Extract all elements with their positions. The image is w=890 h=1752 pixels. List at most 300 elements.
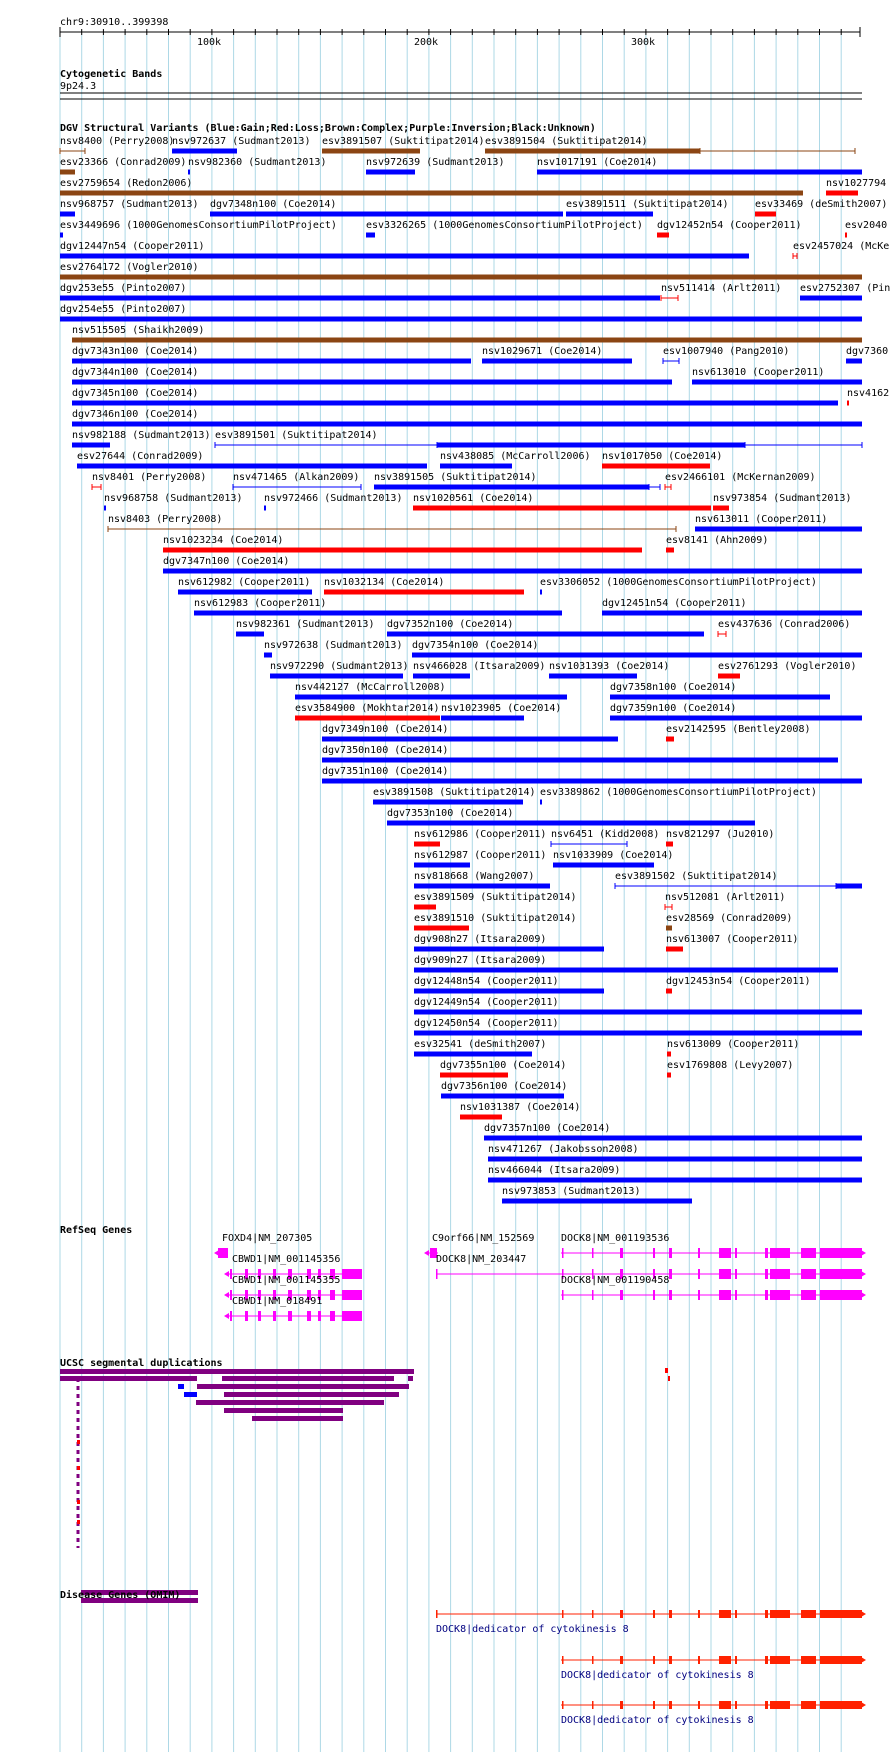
variant-bar — [72, 401, 838, 406]
disease-exon — [620, 1610, 623, 1618]
segdup-bar — [178, 1384, 184, 1389]
strand-arrow-icon — [224, 1313, 229, 1319]
strand-arrow-icon — [224, 1271, 229, 1277]
variant-label: dgv12447n54 (Cooper2011) — [60, 241, 205, 252]
disease-exon — [820, 1656, 862, 1664]
variant-label: esv2764172 (Vogler2010) — [60, 262, 199, 273]
segdup-bar — [224, 1392, 399, 1397]
gene-label: C9orf66|NM_152569 — [432, 1233, 535, 1244]
gene-exon — [669, 1248, 672, 1258]
gene-exon — [562, 1248, 564, 1258]
variant-label: nsv612983 (Cooper2011) — [194, 598, 327, 609]
variant-label: dgv7348n100 (Coe2014) — [210, 199, 337, 210]
disease-exon — [653, 1610, 655, 1618]
strand-arrow-icon — [861, 1271, 866, 1277]
gene-exon — [735, 1248, 737, 1258]
variant-label: dgv253e55 (Pinto2007) — [60, 283, 187, 294]
segdup-bar — [184, 1392, 197, 1397]
variant-bar — [413, 674, 470, 679]
variant-label: esv3306052 (1000GenomesConsortiumPilotProject) — [540, 577, 817, 588]
variant-bar — [77, 464, 427, 469]
disease-exon — [765, 1701, 768, 1709]
gene-exon — [653, 1290, 655, 1300]
variant-label: nsv511414 (Arlt2011) — [661, 283, 782, 294]
variant-bar — [322, 737, 618, 742]
gene-exon — [820, 1269, 862, 1279]
variant-bar — [440, 464, 512, 469]
variant-label: nsv972639 (Sudmant2013) — [366, 157, 505, 168]
segdup-bar — [668, 1376, 670, 1381]
segdup-bar — [60, 1376, 197, 1381]
variant-label: esv2457024 (McKe — [793, 241, 890, 252]
variant-bar — [264, 653, 272, 658]
gene-exon — [770, 1269, 790, 1279]
variant-bar — [566, 212, 653, 217]
variant-bar — [60, 170, 75, 175]
ruler-tick-label: 200k — [414, 37, 439, 48]
variant-bar — [322, 779, 862, 784]
variant-label: nsv818668 (Wang2007) — [414, 871, 535, 882]
variant-label: dgv7344n100 (Coe2014) — [72, 367, 199, 378]
variant-bar — [374, 485, 649, 490]
variant-label: dgv7356n100 (Coe2014) — [441, 1081, 568, 1092]
segdup-bar — [408, 1376, 413, 1381]
disease-exon — [669, 1610, 672, 1618]
gene-exon — [342, 1269, 362, 1279]
gene-exon — [669, 1269, 672, 1279]
variant-label: dgv7358n100 (Coe2014) — [610, 682, 737, 693]
variant-bar — [414, 905, 436, 910]
variant-bar — [60, 233, 63, 238]
variant-label: nsv972466 (Sudmant2013) — [264, 493, 403, 504]
gene-exon — [318, 1311, 321, 1321]
variant-bar — [540, 800, 542, 805]
variant-bar — [387, 632, 704, 637]
variant-label: esv3891507 (Suktitipat2014) — [322, 136, 485, 147]
variant-bar — [322, 149, 420, 154]
disease-exon — [735, 1701, 737, 1709]
variant-bar — [172, 149, 237, 154]
variant-label: nsv466044 (Itsara2009) — [488, 1165, 621, 1176]
strand-arrow-icon — [861, 1702, 866, 1708]
variant-label: esv1007940 (Pang2010) — [663, 346, 790, 357]
segdup-bar — [197, 1384, 409, 1389]
variant-bar — [666, 947, 683, 952]
disease-exon — [820, 1610, 862, 1618]
section-title-omim: Disease Genes (OMIM) — [60, 1590, 181, 1601]
variant-label: nsv612987 (Cooper2011) — [414, 850, 547, 861]
disease-exon — [765, 1656, 768, 1664]
variant-bar — [836, 884, 862, 889]
gene-exon — [330, 1290, 335, 1300]
variant-label: dgv7350n100 (Coe2014) — [322, 745, 449, 756]
variant-label: dgv7357n100 (Coe2014) — [484, 1123, 611, 1134]
variant-bar — [713, 506, 729, 511]
gene-exon — [288, 1311, 292, 1321]
variant-label: nsv973854 (Sudmant2013) — [713, 493, 852, 504]
variant-bar — [60, 317, 862, 322]
ruler-tick-label: 100k — [197, 37, 222, 48]
variant-bar — [413, 506, 711, 511]
variant-label: nsv471465 (Alkan2009) — [233, 472, 360, 483]
variant-bar — [414, 968, 838, 973]
variant-bar — [440, 1073, 508, 1078]
variant-label: nsv982361 (Sudmant2013) — [236, 619, 375, 630]
gene-label: DOCK8|NM_203447 — [436, 1254, 527, 1265]
variant-label: nsv613010 (Cooper2011) — [692, 367, 825, 378]
variant-bar — [295, 695, 567, 700]
variant-label: esv2040 — [845, 220, 888, 231]
variant-bar — [847, 401, 849, 406]
variant-bar — [414, 884, 550, 889]
variant-bar — [414, 842, 440, 847]
variant-bar — [610, 716, 862, 721]
variant-label: dgv12450n54 (Cooper2011) — [414, 1018, 559, 1029]
variant-bar — [846, 359, 862, 364]
variant-label: dgv909n27 (Itsara2009) — [414, 955, 547, 966]
variant-label: dgv7354n100 (Coe2014) — [412, 640, 539, 651]
gene-exon — [735, 1290, 737, 1300]
variant-label: nsv613007 (Cooper2011) — [666, 934, 799, 945]
dgv-track — [60, 136, 890, 1204]
variant-label: nsv1032134 (Coe2014) — [324, 577, 445, 588]
disease-exon — [698, 1610, 700, 1618]
variant-bar — [60, 254, 749, 259]
variant-bar — [800, 296, 862, 301]
gene-exon — [330, 1311, 335, 1321]
variant-bar — [72, 338, 862, 343]
disease-exon — [653, 1701, 655, 1709]
segdup-bar — [222, 1376, 394, 1381]
variant-bar — [666, 926, 672, 931]
gene-exon — [765, 1290, 768, 1300]
disease-exon — [620, 1701, 623, 1709]
disease-exon — [620, 1656, 623, 1664]
variant-label: esv2759654 (Redon2006) — [60, 178, 193, 189]
variant-bar — [366, 170, 415, 175]
segdup-mark — [77, 1466, 80, 1470]
strand-arrow-icon — [861, 1292, 866, 1298]
variant-label: esv3891504 (Suktitipat2014) — [485, 136, 648, 147]
variant-label: nsv972637 (Sudmant2013) — [172, 136, 311, 147]
variant-label: dgv7347n100 (Coe2014) — [163, 556, 290, 567]
disease-exon — [735, 1656, 737, 1664]
variant-label: esv8141 (Ahn2009) — [666, 535, 769, 546]
gene-exon — [592, 1290, 594, 1300]
variant-label: nsv968757 (Sudmant2013) — [60, 199, 199, 210]
disease-exon — [770, 1701, 790, 1709]
variant-label: nsv982188 (Sudmant2013) — [72, 430, 211, 441]
variant-bar — [540, 590, 542, 595]
disease-exon — [801, 1610, 816, 1618]
disease-exon — [820, 1701, 862, 1709]
disease-exon — [770, 1656, 790, 1664]
variant-label: nsv1031393 (Coe2014) — [549, 661, 670, 672]
variant-label: nsv1017050 (Coe2014) — [602, 451, 723, 462]
gene-exon — [698, 1248, 700, 1258]
variant-bar — [484, 1136, 862, 1141]
variant-label: dgv7360 — [846, 346, 889, 357]
disease-exon — [653, 1656, 655, 1664]
variant-label: nsv612982 (Cooper2011) — [178, 577, 311, 588]
variant-label: nsv471267 (Jakobsson2008) — [488, 1144, 639, 1155]
variant-bar — [188, 170, 190, 175]
gene-label: DOCK8|NM_001190458 — [561, 1275, 670, 1286]
variant-bar — [667, 1073, 671, 1078]
variant-bar — [718, 674, 740, 679]
gene-exon — [620, 1290, 623, 1300]
variant-label: nsv968758 (Sudmant2013) — [104, 493, 243, 504]
disease-exon — [770, 1610, 790, 1618]
variant-label: esv3891509 (Suktitipat2014) — [414, 892, 577, 903]
disease-exon — [765, 1610, 768, 1618]
disease-label: DOCK8|dedicator of cytokinesis 8 — [561, 1670, 754, 1681]
disease-exon — [719, 1610, 731, 1618]
variant-bar — [666, 842, 673, 847]
gene-exon — [735, 1269, 737, 1279]
variant-label: esv23366 (Conrad2009) — [60, 157, 187, 168]
gene-exon — [698, 1290, 700, 1300]
segdup-bar — [224, 1408, 343, 1413]
variant-label: dgv7345n100 (Coe2014) — [72, 388, 199, 399]
gene-exon — [820, 1248, 862, 1258]
variant-label: dgv908n27 (Itsara2009) — [414, 934, 547, 945]
gene-exon — [653, 1248, 655, 1258]
gene-label: CBWD1|NM_001145355 — [232, 1275, 341, 1286]
cytoband-label: 9p24.3 — [60, 81, 97, 92]
variant-label: nsv972290 (Sudmant2013) — [270, 661, 409, 672]
variant-label: nsv8401 (Perry2008) — [92, 472, 207, 483]
variant-label: dgv7351n100 (Coe2014) — [322, 766, 449, 777]
gene-exon — [820, 1290, 862, 1300]
gene-label: CBWD1|NM_001145356 — [232, 1254, 341, 1265]
variant-label: esv27644 (Conrad2009) — [77, 451, 204, 462]
gene-exon — [342, 1290, 362, 1300]
variant-bar — [414, 1010, 862, 1015]
variant-label: dgv7355n100 (Coe2014) — [440, 1060, 567, 1071]
variant-bar — [366, 233, 375, 238]
variant-label: nsv442127 (McCarroll2008) — [295, 682, 446, 693]
variant-label: dgv7346n100 (Coe2014) — [72, 409, 199, 420]
variant-label: nsv972638 (Sudmant2013) — [264, 640, 403, 651]
variant-bar — [72, 443, 110, 448]
segdup-bar — [252, 1416, 343, 1421]
variant-bar — [610, 695, 830, 700]
variant-label: nsv1029671 (Coe2014) — [482, 346, 603, 357]
disease-exon — [698, 1656, 700, 1664]
variant-bar — [414, 926, 469, 931]
variant-bar — [414, 863, 470, 868]
variant-label: nsv8403 (Perry2008) — [108, 514, 223, 525]
variant-label: nsv973853 (Sudmant2013) — [502, 1186, 641, 1197]
gene-exon — [719, 1290, 731, 1300]
variant-label: dgv7353n100 (Coe2014) — [387, 808, 514, 819]
variant-bar — [178, 590, 312, 595]
disease-label: DOCK8|dedicator of cytokinesis 8 — [436, 1624, 629, 1635]
gene-label: FOXD4|NM_207305 — [222, 1233, 313, 1244]
variant-bar — [755, 212, 776, 217]
variant-label: esv3584900 (Mokhtar2014) — [295, 703, 440, 714]
variant-bar — [295, 716, 440, 721]
variant-label: dgv7343n100 (Coe2014) — [72, 346, 199, 357]
disease-exon — [592, 1656, 594, 1664]
variant-label: esv2142595 (Bentley2008) — [666, 724, 811, 735]
variant-label: nsv512081 (Arlt2011) — [665, 892, 786, 903]
variant-label: nsv1031387 (Coe2014) — [460, 1102, 581, 1113]
disease-label: DOCK8|dedicator of cytokinesis 8 — [561, 1715, 754, 1726]
disease-exon — [801, 1656, 816, 1664]
disease-exon — [562, 1701, 564, 1709]
variant-label: nsv8400 (Perry2008) — [60, 136, 175, 147]
variant-bar — [270, 674, 403, 679]
variant-label: esv3891501 (Suktitipat2014) — [215, 430, 378, 441]
gene-exon — [258, 1311, 261, 1321]
segdup-mark — [77, 1520, 80, 1524]
gene-exon — [436, 1269, 438, 1279]
variant-bar — [845, 233, 847, 238]
disease-exon — [801, 1701, 816, 1709]
variant-label: dgv12452n54 (Cooper2011) — [657, 220, 802, 231]
variant-bar — [657, 233, 669, 238]
gene-exon — [719, 1269, 731, 1279]
disease-exon — [669, 1656, 672, 1664]
disease-exon — [735, 1610, 737, 1618]
variant-label: nsv1017191 (Coe2014) — [537, 157, 658, 168]
variant-label: dgv7352n100 (Coe2014) — [387, 619, 514, 630]
variant-label: esv3449696 (1000GenomesConsortiumPilotProject) — [60, 220, 337, 231]
disease-exon — [719, 1656, 731, 1664]
gene-exon — [245, 1311, 248, 1321]
gene-exon — [273, 1311, 276, 1321]
variant-bar — [72, 422, 862, 427]
disease-exon — [698, 1701, 700, 1709]
disease-exon — [592, 1610, 594, 1618]
variant-bar — [441, 1094, 564, 1099]
ruler-tick-label: 300k — [631, 37, 656, 48]
variant-bar — [666, 548, 674, 553]
variant-bar — [387, 821, 755, 826]
variant-label: dgv12451n54 (Cooper2011) — [602, 598, 747, 609]
segdup-track — [60, 1368, 670, 1603]
variant-bar — [60, 296, 660, 301]
gene-exon — [307, 1311, 311, 1321]
variant-label: dgv7349n100 (Coe2014) — [322, 724, 449, 735]
variant-bar — [163, 569, 862, 574]
variant-label: nsv613009 (Cooper2011) — [667, 1039, 800, 1050]
variant-bar — [602, 611, 862, 616]
section-title-dgv: DGV Structural Variants (Blue:Gain;Red:Loss;Brown:Complex;Purple:Inversion;Black:Unknown) — [60, 123, 596, 134]
strand-arrow-icon — [861, 1657, 866, 1663]
variant-bar — [482, 359, 632, 364]
variant-bar — [488, 1178, 862, 1183]
variant-label: nsv438085 (McCarroll2006) — [440, 451, 591, 462]
variant-label: dgv7359n100 (Coe2014) — [610, 703, 737, 714]
variant-label: esv32541 (deSmith2007) — [414, 1039, 547, 1050]
variant-label: nsv982360 (Sudmant2013) — [188, 157, 327, 168]
disease-exon — [719, 1701, 731, 1709]
segdup-bar — [60, 1369, 414, 1374]
disease-exon — [436, 1610, 438, 1618]
gene-exon — [801, 1269, 816, 1279]
segdup-mark — [77, 1440, 80, 1444]
variant-label: dgv12448n54 (Cooper2011) — [414, 976, 559, 987]
variant-bar — [537, 170, 862, 175]
variant-bar — [414, 989, 604, 994]
variant-bar — [549, 674, 637, 679]
section-title-refseq: RefSeq Genes — [60, 1225, 133, 1236]
disease-exon — [562, 1610, 564, 1618]
variant-bar — [666, 989, 672, 994]
variant-label: nsv1023905 (Coe2014) — [441, 703, 562, 714]
variant-label: nsv612986 (Cooper2011) — [414, 829, 547, 840]
variant-label: esv1769808 (Levy2007) — [667, 1060, 794, 1071]
segdup-bar — [665, 1368, 668, 1373]
variant-bar — [412, 653, 862, 658]
variant-bar — [60, 191, 803, 196]
gene-exon — [592, 1248, 594, 1258]
gene-exon — [770, 1248, 790, 1258]
gene-exon — [719, 1248, 731, 1258]
variant-label: esv3389862 (1000GenomesConsortiumPilotProject) — [540, 787, 817, 798]
strand-arrow-icon — [861, 1250, 866, 1256]
disease-exon — [669, 1701, 672, 1709]
variant-label: esv2752307 (Pin — [800, 283, 890, 294]
variant-label: nsv1023234 (Coe2014) — [163, 535, 284, 546]
gene-exon — [770, 1290, 790, 1300]
variant-label: nsv515505 (Shaikh2009) — [72, 325, 205, 336]
section-title-segdup: UCSC segmental duplications — [60, 1358, 223, 1369]
variant-label: nsv466028 (Itsara2009) — [413, 661, 546, 672]
variant-bar — [322, 758, 838, 763]
strand-arrow-icon — [424, 1250, 429, 1256]
variant-label: nsv821297 (Ju2010) — [666, 829, 775, 840]
variant-bar — [324, 590, 524, 595]
segdup-mark — [77, 1500, 80, 1504]
gene-exon — [801, 1248, 816, 1258]
variant-bar — [695, 527, 862, 532]
gene-exon — [230, 1311, 232, 1321]
gene-exon — [669, 1290, 672, 1300]
disease-exon — [592, 1701, 594, 1709]
gene-exon — [765, 1248, 768, 1258]
variant-label: esv3891502 (Suktitipat2014) — [615, 871, 778, 882]
variant-bar — [666, 737, 674, 742]
gene-exon — [765, 1269, 768, 1279]
section-title-cytoband: Cytogenetic Bands — [60, 69, 163, 80]
variant-bar — [441, 716, 524, 721]
strand-arrow-icon — [214, 1250, 219, 1256]
variant-bar — [602, 464, 710, 469]
gene-label: DOCK8|NM_001193536 — [561, 1233, 670, 1244]
variant-bar — [502, 1199, 692, 1204]
refseq-track — [214, 1233, 866, 1321]
gene-exon — [218, 1248, 228, 1258]
variant-bar — [194, 611, 562, 616]
variant-label: dgv12449n54 (Cooper2011) — [414, 997, 559, 1008]
segdup-bar — [196, 1400, 384, 1405]
omim-track — [436, 1610, 866, 1726]
variant-label: dgv254e55 (Pinto2007) — [60, 304, 187, 315]
variant-bar — [460, 1115, 502, 1120]
variant-bar — [485, 149, 700, 154]
variant-bar — [414, 1031, 862, 1036]
variant-label: esv28569 (Conrad2009) — [666, 913, 793, 924]
gene-exon — [801, 1290, 816, 1300]
gene-label: CBWD1|NM_018491 — [232, 1296, 323, 1307]
variant-bar — [414, 947, 604, 952]
ruler-location: chr9:30910..399398 — [60, 17, 169, 28]
variant-label: esv2466101 (McKernan2009) — [665, 472, 816, 483]
